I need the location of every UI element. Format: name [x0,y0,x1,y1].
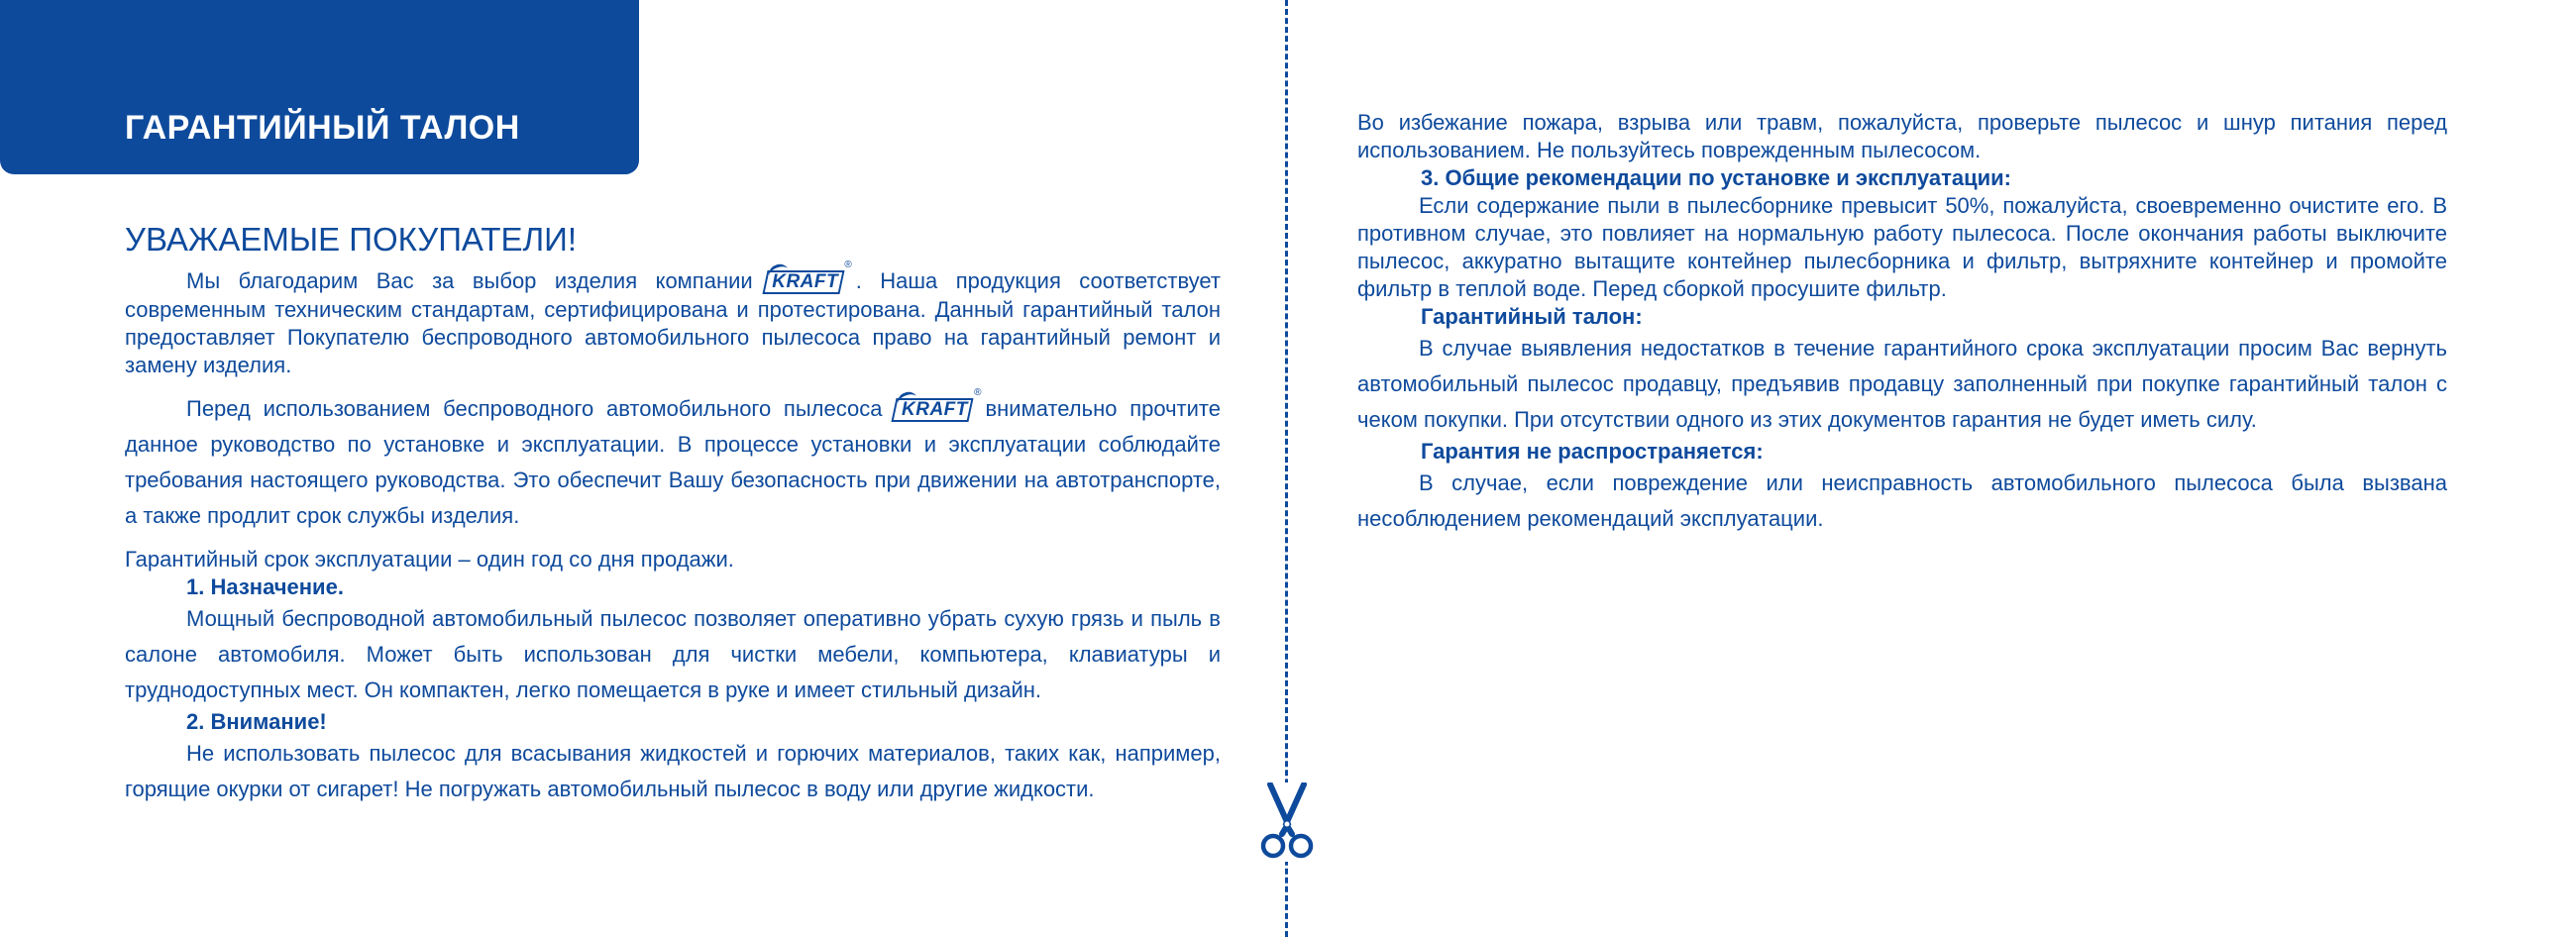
scissors-icon [1256,782,1318,862]
intro-paragraph [125,260,1221,379]
safety-warning: Во избежание пожара, взрыва или травм, пожалуйста, проверьте пылесос и шнур питания перед использованием. Не пользуйтесь поврежденным пылесосом. [1357,110,2447,162]
logo-text: KRAFT [772,271,839,293]
usage-paragraph [125,387,1221,534]
registered-mark: ® [844,260,852,271]
section-3-title: 3. Общие рекомендации по установке и эксплуатации: [1421,165,2012,190]
section-2-text: Не использовать пылесос для всасывания жидкостей и горючих материалов, таких как, например, горящие окурки от сигарет! Не погружать автомобильный пылесос в воду или другие жидкости. [125,741,1221,802]
talon-text: В случае выявления недостатков в течение гарантийного срока эксплуатации просим Вас вернуть автомобильный пылесос продавцу, предъявив продавцу заполненный при покупке гарантийный талон с чеком покупки. При отсутствии одного из этих документов гарантия не будет иметь силу. [1357,336,2447,432]
exclusion-text: В случае, если повреждение или неисправность автомобильного пылесоса была вызвана несоблюдением рекомендаций эксплуатации. [1357,470,2447,531]
section-1-text: Мощный беспроводной автомобильный пылесос позволяет оперативно убрать сухую грязь и пыль в салоне автомобиля. Может быть использован для чистки мебели, компьютера, клавиатуры и труднодоступных мест. Он компактен, легко помещается в руке и имеет стильный дизайн. [125,606,1221,703]
exclusion-title: Гарантия не распространяется: [1421,439,1764,464]
warranty-term: Гарантийный срок эксплуатации – один год со дня продажи. [125,547,734,573]
header-banner [0,0,639,174]
section-1-title: 1. Назначение. [186,574,344,600]
section-3-text: Если содержание пыли в пылесборнике превысит 50%, пожалуйста, своевременно очистите его. В противном случае, это повлияет на нормальную работу пылесоса. После окончания работы выключите пылесос, аккуратно вытащите контейнер пылесборника и фильтр, вытряхните контейнер и промойте фильтр в теплой воде. Перед сборкой просушите фильтр. [1357,193,2447,301]
section-2-title: 2. Внимание! [186,709,327,735]
left-column [125,220,1221,807]
kraft-logo [894,387,982,424]
right-column [1357,109,2447,537]
usage-text-start: Перед использованием беспроводного автомобильного пылесоса [186,396,883,422]
greeting-heading: УВАЖАЕМЫЕ ПОКУПАТЕЛИ! [125,221,578,258]
intro-text-end: . Наша продукция соответствует современным техническим стандартам, сертифицирована и протестирована. Данный гарантийный талон предоставляет Покупателю беспроводного автомобильного пылесоса право на гарантийный ремонт и замену изделия. [125,268,1221,378]
usage-text-end: внимательно прочтите данное руководство по установке и эксплуатации. В процессе установки и эксплуатации соблюдайте требования настоящего руководства. Это обеспечит Вашу безопасность при движении на автотранспорте, а также продлит срок службы изделия. [125,396,1221,529]
kraft-logo [765,260,852,296]
registered-mark: ® [974,387,982,399]
logo-text: KRAFT [902,399,968,421]
talon-title: Гарантийный талон: [1421,304,1643,329]
intro-text-start: Мы благодарим Вас за выбор изделия компании [186,268,753,293]
page-title: ГАРАНТИЙНЫЙ ТАЛОН [125,109,520,147]
